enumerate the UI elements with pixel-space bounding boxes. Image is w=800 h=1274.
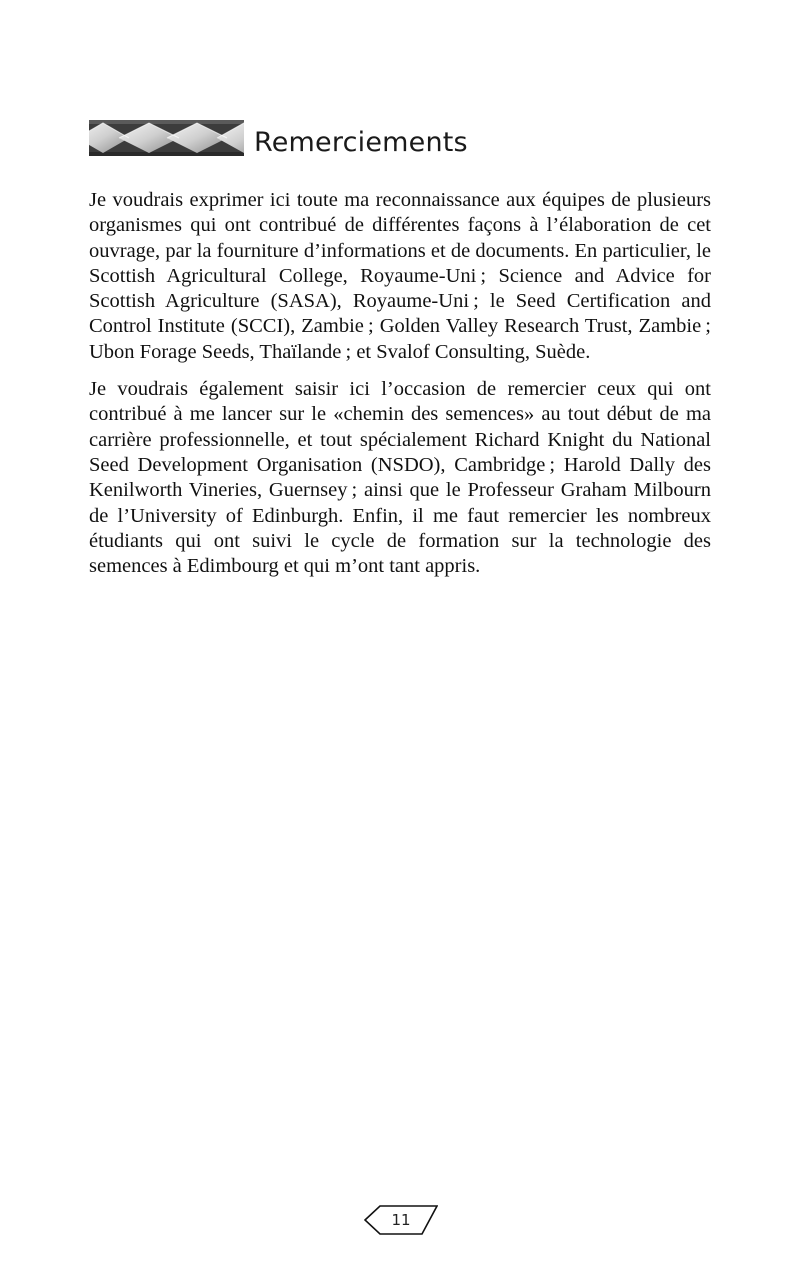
paragraph: Je voudrais exprimer ici toute ma reconnaissance aux équipes de plusieurs organismes qui ont contribué de différentes façons à l’élaboration de cet ouvrage, par la fourniture d’informations et de documents. En particulier, le Scottish Agricultural College, Royaume-Uni ; Science and Advice for Scottish Agriculture (SASA), Royaume-Uni ; le Seed Certification and Control Institute (SCCI), Zambie ; Golden Valley Research Trust, Zambie ; Ubon Forage Seeds, Thaïlande ; et Svalof Consulting, Suède. [89,189,711,363]
paragraph: Je voudrais également saisir ici l’occasion de remercier ceux qui ont contribué à me lancer sur le «chemin des semences» au tout début de ma carrière professionnelle, et tout spécialement Richard Knight du National Seed Development Organisation (NSDO), Cambridge ; Harold Dally des Kenilworth Vineries, Guernsey ; ainsi que le Professeur Graham Milbourn de l’University of Edinburgh. Enfin, il me faut remercier les nombreux étudiants qui ont suivi le cycle de formation sur la technologie des semences à Edimbourg et qui m’ont tant appris. [89,378,711,578]
diamond-chain-ornament-icon [89,120,244,156]
page-title: Remerciements [254,126,468,158]
page-number-marker [364,1204,438,1236]
acknowledgements-text [89,188,711,591]
page-number: 11 [391,1211,411,1229]
section-heading [89,118,468,158]
